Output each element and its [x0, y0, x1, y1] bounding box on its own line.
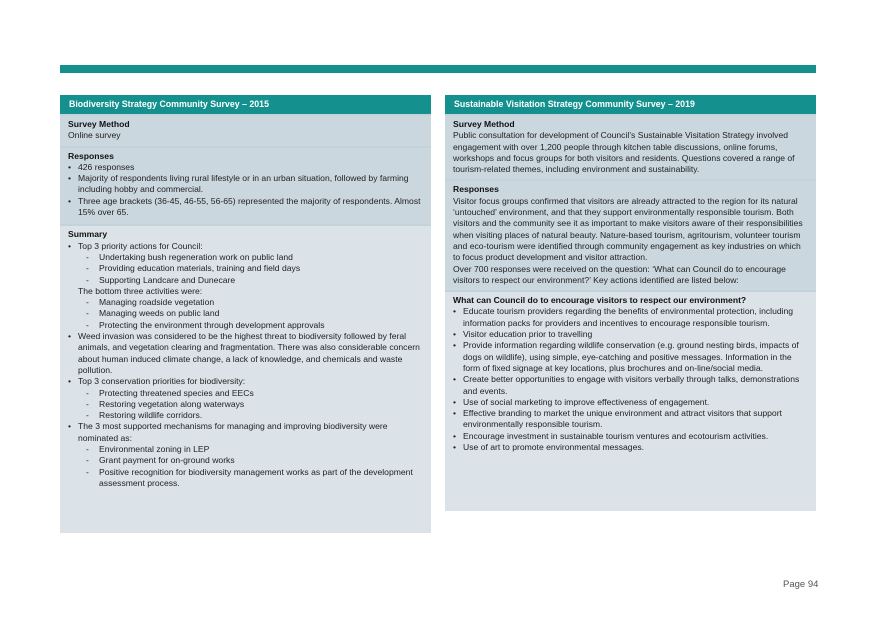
left-responses-section	[60, 146, 431, 225]
list-item: • Educate tourism providers regarding the benefits of environmental protection, including information packs for providers and incentives to encourage responsible tourism.	[453, 306, 808, 329]
list-item	[68, 241, 423, 331]
visitation-survey-title: Sustainable Visitation Strategy Community Survey – 2019	[445, 95, 816, 114]
list-item: - Protecting the environment through development approvals	[68, 320, 423, 331]
biodiversity-survey-panel	[60, 95, 431, 533]
left-survey-method-section	[60, 114, 431, 146]
right-responses-paragraph-1: Visitor focus groups confirmed that visitors are already attracted to the region for its natural ‘untouched’ environment, and that they support environmentally responsible tourism. Both visitors and the community see it as important to make visitors aware of their responsibilities when visiting places of natural beauty. Nature-based tourism, agritourism, volunteer tourism and eco-tourism were identified through community engagement as key industries on which to focus product development and visitor attraction.	[453, 195, 803, 263]
list-item: - Providing education materials, training and field days	[68, 263, 423, 274]
left-survey-method-title: Survey Method	[68, 119, 130, 129]
conservation-intro: Top 3 conservation priorities for biodiversity:	[78, 376, 246, 387]
mechanisms-list	[68, 444, 423, 489]
list-item: • Encourage investment in sustainable tourism ventures and ecotourism activities.	[453, 431, 808, 442]
list-item	[68, 421, 423, 489]
list-item: • 426 responses	[68, 162, 423, 173]
visitation-survey-panel	[445, 95, 816, 511]
right-responses-title: Responses	[453, 184, 499, 195]
list-item: • Majority of respondents living rural lifestyle or in an urban situation, followed by farming including hobby and commercial.	[68, 173, 423, 196]
right-question-section	[445, 290, 816, 511]
right-survey-method-text: Public consultation for development of Council’s Sustainable Visitation Strategy involved engagement with over 1,200 people through kitchen table discussions, online forums, workshops and focus groups for both visitors and residents. Questions covered a range of tourism-related themes, including environment and sustainability.	[453, 130, 795, 175]
list-item: • Use of art to promote environmental messages.	[453, 442, 808, 453]
list-item: - Environmental zoning in LEP	[68, 444, 423, 455]
mechanisms-intro: The 3 most supported mechanisms for managing and improving biodiversity were nominated as:	[78, 421, 388, 443]
right-question-list	[453, 306, 808, 453]
list-item: - Managing weeds on public land	[68, 308, 423, 319]
priority-actions-list	[68, 252, 423, 286]
right-survey-method-title: Survey Method	[453, 119, 515, 129]
left-responses-title: Responses	[68, 150, 114, 161]
list-item: • Use of social marketing to improve effectiveness of engagement.	[453, 397, 808, 408]
biodiversity-survey-title: Biodiversity Strategy Community Survey – 2015	[60, 95, 431, 114]
list-item: • Effective branding to market the unique environment and attract visitors that support environmentally responsible tourism.	[453, 408, 808, 431]
left-summary-section	[60, 224, 431, 533]
list-item: - Managing roadside vegetation	[68, 297, 423, 308]
list-item: • Visitor education prior to travelling	[453, 329, 808, 340]
list-item: - Protecting threatened species and EECs	[68, 388, 423, 399]
right-responses-paragraph-2: Over 700 responses were received on the question: ‘What can Council do to encourage visitors to respect our environment?’ Key actions identified are listed below:	[453, 263, 786, 285]
right-responses-section	[445, 179, 816, 290]
left-survey-method-text: Online survey	[68, 130, 121, 141]
right-question-title: What can Council do to encourage visitors to respect our environment?	[453, 295, 747, 306]
list-item: - Supporting Landcare and Dunecare	[68, 275, 423, 286]
list-item: - Positive recognition for biodiversity management works as part of the development assessment process.	[68, 467, 423, 490]
left-summary-title: Summary	[68, 229, 108, 240]
list-item	[68, 376, 423, 421]
list-item: • Create better opportunities to engage with visitors verbally through talks, demonstrations and events.	[453, 374, 808, 397]
list-item: • Provide information regarding wildlife conservation (e.g. ground nesting birds, impacts of dogs on wildlife), using simple, eye-catching and positive messages. Information in the form of fixed signage at key locations, plus brochures and on-line/social media.	[453, 340, 808, 374]
list-item: • Weed invasion was considered to be the highest threat to biodiversity followed by feral animals, and vegetation clearing and fragmentation. There was also considerable concern about human induced climate change, a lack of knowledge, and chemicals and waste pollution.	[68, 331, 423, 376]
list-item: - Undertaking bush regeneration work on public land	[68, 252, 423, 263]
bottom-activities-intro: The bottom three activities were:	[78, 285, 203, 296]
left-responses-list	[68, 162, 423, 218]
list-item: - Restoring wildlife corridors.	[68, 410, 423, 421]
priority-intro: Top 3 priority actions for Council:	[78, 240, 203, 251]
bottom-activities-list	[68, 297, 423, 331]
list-item: • Three age brackets (36-45, 46-55, 56-65) represented the majority of respondents. Almost 15% over 65.	[68, 196, 423, 219]
right-survey-method-section	[445, 114, 816, 179]
list-item: - Restoring vegetation along waterways	[68, 399, 423, 410]
left-summary-list	[68, 241, 423, 490]
conservation-priorities-list	[68, 388, 423, 422]
top-accent-bar	[60, 65, 816, 73]
page-number: Page 94	[783, 579, 819, 590]
list-item: - Grant payment for on-ground works	[68, 455, 423, 466]
